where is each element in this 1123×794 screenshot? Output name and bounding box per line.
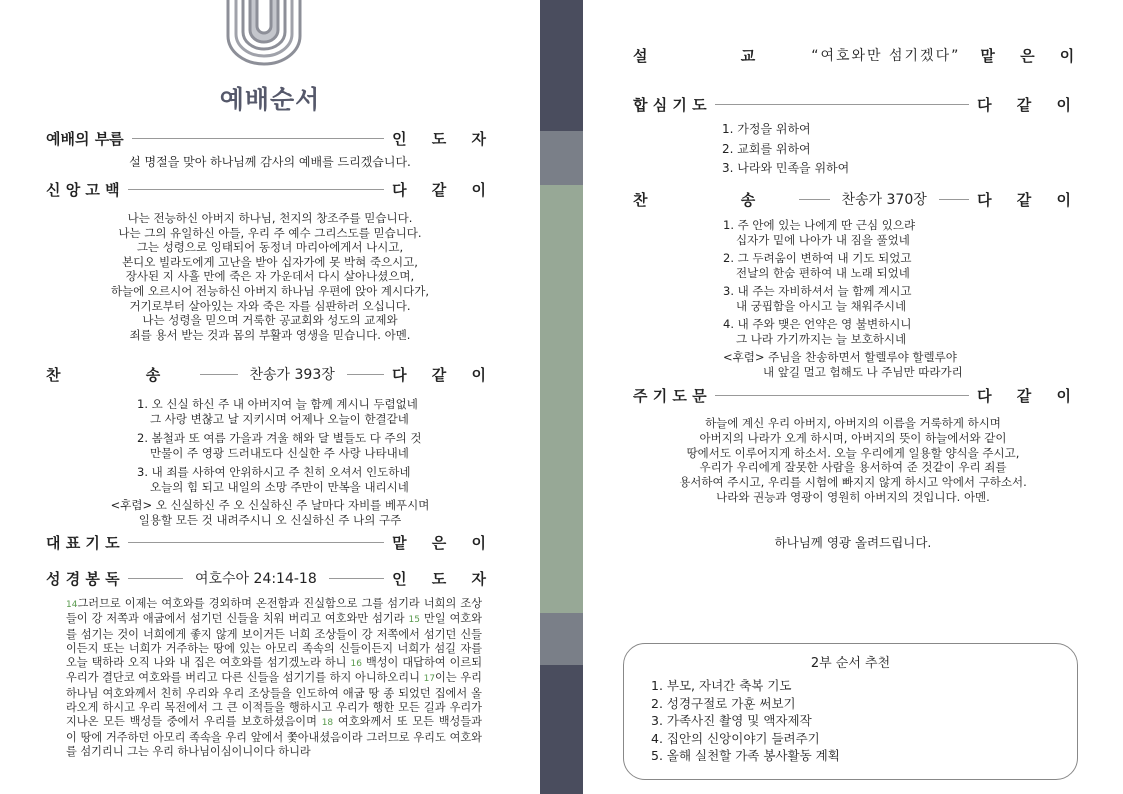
verse-number: 17 bbox=[423, 674, 436, 685]
hymn-verse bbox=[723, 251, 963, 280]
prayer-line: 나라와 권능과 영광이 영원히 아버지의 것입니다. 아멘. bbox=[716, 489, 990, 504]
list-item: 2. 성경구절로 가훈 써보기 bbox=[651, 695, 796, 711]
refrain-line: <후렴> 오 신실하신 주 오 신실하신 주 날마다 자비를 베푸시며 bbox=[110, 498, 430, 512]
call-to-worship-row bbox=[46, 127, 496, 149]
hymn-verse bbox=[137, 465, 421, 495]
verse-text: 이는 우리 하나님 여호와께서 친히 우리와 우리 조상들을 인도하여 애굽 땅 종 되었던 집에서 올라오게 하시고 우리 목전에서 그 큰 이적들을 행하시고 우리가 행한 모든 길과 우리가 지나온 모든 백성들 중에서 우리를 보호하셨음이며 bbox=[66, 671, 482, 729]
verse-line: 만물이 주 영광 드러내도다 신실한 주 사랑 나타내네 bbox=[150, 446, 409, 460]
leader-line bbox=[128, 542, 384, 543]
leader-name: 맡 은 이 bbox=[980, 46, 1085, 65]
leader-line bbox=[799, 199, 829, 200]
list-item: 4. 집안의 신앙이야기 들려주기 bbox=[651, 730, 820, 746]
hymn-verse bbox=[723, 284, 963, 313]
verse-line: 1. 주 안에 있는 나에게 딴 근심 있으랴 bbox=[723, 218, 916, 232]
joint-prayer-row bbox=[633, 93, 1081, 115]
verse-line: 3. 내 주는 자비하셔서 늘 함께 계시고 bbox=[723, 284, 912, 298]
hymn-refrain bbox=[0, 498, 540, 527]
lords-prayer-text bbox=[583, 416, 1123, 505]
divider-strip-bottom bbox=[540, 665, 583, 794]
leader-name: 다 같 이 bbox=[392, 365, 496, 384]
creed-row bbox=[46, 178, 496, 200]
prayer-line: 하늘에 계신 우리 아버지, 아버지의 이름을 거룩하게 하시며 bbox=[705, 416, 1001, 430]
hymn-verse bbox=[137, 431, 421, 461]
verse-line: 그 나라 가기까지는 늘 보호하시네 bbox=[736, 331, 907, 346]
item-label: 대 표 기 도 bbox=[46, 533, 120, 552]
verse-line: 3. 내 죄를 사하여 안위하시고 주 친히 오셔서 인도하네 bbox=[137, 465, 411, 479]
creed-line: 나는 성령을 믿으며 거룩한 공교회와 성도의 교제와 bbox=[142, 313, 398, 328]
creed-line: 거기로부터 살아있는 자와 죽은 자를 심판하러 오십니다. bbox=[129, 298, 411, 313]
hymn-lyrics bbox=[723, 218, 963, 379]
hymn-verse bbox=[137, 397, 421, 427]
item-label: 합 심 기 도 bbox=[633, 95, 707, 114]
verse-line: 그 사랑 변찮고 날 지키시며 어제나 오늘이 한결같네 bbox=[150, 412, 409, 426]
apostles-creed-text bbox=[0, 211, 540, 342]
item-label: 성 경 봉 독 bbox=[46, 569, 120, 588]
item-label: 찬 송 bbox=[46, 365, 201, 384]
leader-name: 인 도 자 bbox=[392, 569, 497, 588]
prayer-line: 우리가 우리에게 잘못한 사람을 용서하여 준 것같이 우리 죄를 bbox=[699, 460, 1007, 475]
scripture-reference: 여호수아 24:14-18 bbox=[194, 571, 317, 587]
divider-strip-top bbox=[540, 0, 583, 131]
hymn-row bbox=[633, 188, 1081, 210]
verse-line: 1. 오 신실 하신 주 내 아버지여 늘 함께 계시니 두렴없네 bbox=[137, 397, 418, 411]
leader-name: 다 같 이 bbox=[392, 180, 496, 199]
leader-name: 다 같 이 bbox=[977, 386, 1081, 405]
verse-text: 그러므로 이제는 여호와를 경외하며 온전함과 진실함으로 그를 섬기라 너희의 조상들이 강 저쪽과 애굽에서 섬기던 신들을 치워 버리고 여호와만 섬기라 bbox=[66, 597, 482, 626]
refrain-line: 내 앞길 멀고 험해도 나 주님만 따라가리 bbox=[763, 364, 963, 379]
hymn-number: 찬송가 393장 bbox=[249, 367, 335, 383]
call-to-worship-text: 설 명절을 맞아 하나님께 감사의 예배를 드리겠습니다. bbox=[129, 155, 411, 169]
leader-line bbox=[132, 138, 384, 139]
recommendation-box bbox=[623, 643, 1078, 780]
leader-name: 인 도 자 bbox=[392, 129, 496, 148]
sermon-title: “여호와만 섬기겠다” bbox=[811, 48, 961, 64]
leader-line bbox=[715, 395, 969, 396]
divider-strip-band-lower bbox=[540, 613, 583, 665]
recommendation-title: 2부 순서 추천 bbox=[810, 656, 891, 671]
item-label: 설 교 bbox=[633, 46, 800, 65]
divider-strip-middle bbox=[540, 185, 583, 613]
leader-line bbox=[128, 578, 183, 579]
list-item: 1. 부모, 자녀간 축복 기도 bbox=[651, 678, 792, 693]
hymn-verse bbox=[723, 218, 963, 247]
list-item: 3. 가족사진 촬영 및 액자제작 bbox=[651, 713, 812, 729]
prayer-line: 용서하여 주시고, 우리를 시험에 빠지지 않게 하시고 악에서 구하소서. bbox=[679, 475, 1027, 490]
creed-line: 본디오 빌라도에게 고난을 받아 십자가에 못 박혀 죽으시고, bbox=[122, 254, 418, 269]
list-item: 5. 올해 실천할 가족 봉사활동 계획 bbox=[651, 748, 840, 764]
leader-name: 다 같 이 bbox=[977, 95, 1081, 114]
refrain-line: <후렴> 주님을 찬송하면서 할렐루야 할렐루야 bbox=[723, 350, 957, 364]
verse-line: 내 궁핍함을 아시고 늘 채워주시네 bbox=[736, 298, 907, 313]
verse-number: 14 bbox=[66, 600, 78, 610]
lords-prayer-row bbox=[633, 384, 1081, 406]
recommendation-list bbox=[651, 677, 840, 765]
verse-text: 여호와께서 또 모든 백성들과 이 땅에 거주하던 아모리 족속을 우리 앞에서 쫓아내셨음이라 그러므로 우리도 여호와를 섬기리니 그는 우리 하나님이심이니이다 하니라 bbox=[66, 715, 482, 758]
verse-line: 전날의 한숨 편하여 내 노래 되었네 bbox=[736, 265, 910, 280]
verse-text: 백성이 대답하여 이르되 우리가 결단코 여호와를 버리고 다른 신들을 섬기기를 하지 아니하오리니 bbox=[66, 656, 482, 685]
scripture-text bbox=[66, 597, 482, 759]
list-item: 1. 가정을 위하여 bbox=[722, 122, 811, 136]
verse-number: 15 bbox=[408, 615, 420, 626]
leader-line bbox=[128, 189, 384, 190]
prayer-line: 아버지의 나라가 오게 하시며, 아버지의 뜻이 하늘에서와 같이 bbox=[699, 430, 1007, 445]
item-label: 찬 송 bbox=[633, 190, 800, 209]
hymn-refrain bbox=[723, 350, 963, 379]
closing-text: 하나님께 영광 올려드립니다. bbox=[774, 535, 932, 550]
verse-text: 만일 여호와를 섬기는 것이 너희에게 좋지 않게 보이거든 너희 조상들이 강 저쪽에서 섬기던 신들이든지 또는 너희가 거주하는 땅에 있는 아모리 족속의 신들이든지 너희가 섬길 자를 오늘 택하라 오직 나와 내 집은 여호와를 섬기겠노라 하니 bbox=[66, 612, 482, 670]
verse-number: 16 bbox=[350, 659, 362, 670]
leader-name: 다 같 이 bbox=[977, 190, 1081, 209]
leader-line bbox=[347, 374, 384, 375]
creed-line: 나는 전능하신 아버지 하나님, 천지의 창조주를 믿습니다. bbox=[127, 211, 413, 225]
list-item: 2. 교회를 위하여 bbox=[722, 141, 811, 156]
hymn-number: 찬송가 370장 bbox=[841, 192, 927, 208]
verse-number: 18 bbox=[321, 718, 334, 729]
verse-line: 오늘의 힘 되고 내일의 소망 주만이 만복을 내리시네 bbox=[150, 480, 409, 494]
leader-line bbox=[939, 199, 969, 200]
creed-line: 하늘에 오르시어 전능하신 아버지 하나님 우편에 앉아 계시다가, bbox=[110, 283, 430, 298]
item-label: 예배의 부름 bbox=[46, 129, 124, 148]
sermon-row bbox=[633, 44, 1085, 66]
creed-line: 죄를 용서 받는 것과 몸의 부활과 영생을 믿습니다. 아멘. bbox=[129, 327, 411, 342]
leader-line bbox=[200, 374, 237, 375]
hymn-lyrics bbox=[137, 397, 421, 499]
creed-line: 그는 성령으로 잉태되어 동정녀 마리아에게서 나시고, bbox=[136, 240, 404, 255]
item-label: 신 앙 고 백 bbox=[46, 180, 120, 199]
divider-strip-band bbox=[540, 131, 583, 185]
hymn-row bbox=[46, 363, 496, 385]
verse-line: 4. 내 주와 맺은 언약은 영 불변하시니 bbox=[723, 317, 912, 331]
leader-line bbox=[715, 104, 969, 105]
verse-line: 2. 그 두려움이 변하여 내 기도 되었고 bbox=[723, 251, 912, 265]
church-logo-icon bbox=[226, 0, 302, 66]
hymn-verse bbox=[723, 317, 963, 346]
item-label: 주 기 도 문 bbox=[633, 386, 707, 405]
prayer-line: 땅에서도 이루어지게 하소서. 오늘 우리에게 일용할 양식을 주시고, bbox=[686, 445, 1020, 460]
creed-line: 나는 그의 유일하신 아들, 우리 주 예수 그리스도를 믿습니다. bbox=[118, 225, 422, 240]
prayer-row bbox=[46, 531, 496, 553]
refrain-line: 일용할 모든 것 내려주시니 오 신실하신 주 나의 구주 bbox=[138, 512, 402, 527]
verse-line: 십자가 밑에 나아가 내 짐을 풀었네 bbox=[736, 232, 910, 247]
page-title: 예배순서 bbox=[219, 85, 321, 114]
leader-line bbox=[329, 578, 384, 579]
list-item: 3. 나라와 민족을 위하여 bbox=[722, 161, 850, 175]
verse-line: 2. 봄철과 또 여름 가을과 겨울 해와 달 별들도 다 주의 것 bbox=[137, 431, 422, 445]
prayer-topics-list bbox=[722, 120, 849, 179]
scripture-reading-row bbox=[46, 567, 496, 589]
leader-name: 맡 은 이 bbox=[392, 533, 496, 552]
creed-line: 장사된 지 사흘 만에 죽은 자 가운데서 다시 살아나셨으며, bbox=[125, 269, 415, 284]
